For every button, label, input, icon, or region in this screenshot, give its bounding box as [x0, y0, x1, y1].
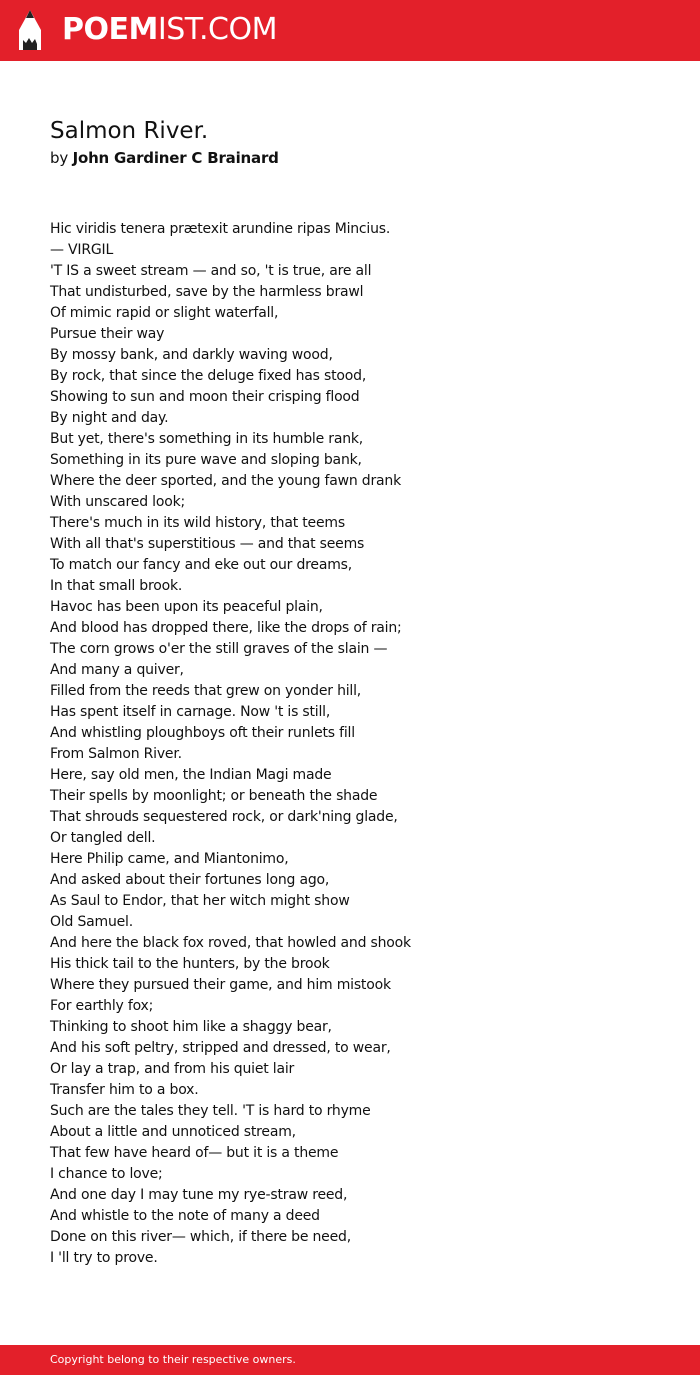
poem-line: That shrouds sequestered rock, or dark'ning glade,	[50, 809, 398, 825]
poem-byline	[50, 147, 670, 169]
site-logo[interactable]	[18, 8, 277, 52]
poem-line: And many a quiver,	[50, 662, 184, 678]
poem-line: There's much in its wild history, that teems	[50, 515, 345, 531]
poem-line: And whistle to the note of many a deed	[50, 1208, 320, 1224]
poem-body	[50, 219, 670, 1269]
poem-line: By mossy bank, and darkly waving wood,	[50, 347, 333, 363]
poem-line: As Saul to Endor, that her witch might show	[50, 893, 350, 909]
poem-line: That few have heard of— but it is a theme	[50, 1145, 339, 1161]
poem-line: Done on this river— which, if there be need,	[50, 1229, 351, 1245]
poem-line: With all that's superstitious — and that seems	[50, 536, 365, 552]
poem-line: The corn grows o'er the still graves of the slain —	[50, 641, 388, 657]
poem-line: With unscared look;	[50, 494, 185, 510]
poem-line: I chance to love;	[50, 1166, 163, 1182]
poem-title: Salmon River.	[50, 118, 209, 144]
poem-line: From Salmon River.	[50, 746, 182, 762]
poem-line: His thick tail to the hunters, by the brook	[50, 956, 330, 972]
poem-line: By night and day.	[50, 410, 169, 426]
poem-line: And asked about their fortunes long ago,	[50, 872, 330, 888]
poem-line: In that small brook.	[50, 578, 183, 594]
poem-line: Of mimic rapid or slight waterfall,	[50, 305, 279, 321]
poem-line: That undisturbed, save by the harmless brawl	[50, 284, 364, 300]
poem-line: Old Samuel.	[50, 914, 133, 930]
poem-line: By rock, that since the deluge fixed has stood,	[50, 368, 367, 384]
poem-line: Or tangled dell.	[50, 830, 156, 846]
poem-line: But yet, there's something in its humble rank,	[50, 431, 364, 447]
poem-line: Such are the tales they tell. 'T is hard to rhyme	[50, 1103, 371, 1119]
poem-line: For earthly fox;	[50, 998, 154, 1014]
poem-line: 'T IS a sweet stream — and so, 't is true, are all	[50, 263, 372, 279]
poem-line: Where the deer sported, and the young fawn drank	[50, 473, 402, 489]
poem-author: John Gardiner C Brainard	[72, 149, 279, 167]
poem-line: Their spells by moonlight; or beneath the shade	[50, 788, 378, 804]
poem-line: And here the black fox roved, that howled and shook	[50, 935, 411, 951]
poem-line: Where they pursued their game, and him mistook	[50, 977, 391, 993]
poem-line: Pursue their way	[50, 326, 165, 342]
poem-line: And whistling ploughboys oft their runlets fill	[50, 725, 355, 741]
poem-line: And his soft peltry, stripped and dressed, to wear,	[50, 1040, 391, 1056]
logo-text	[62, 8, 277, 52]
poem-line: Filled from the reeds that grew on yonder hill,	[50, 683, 362, 699]
poem-line: Transfer him to a box.	[50, 1082, 199, 1098]
logo-text-bold: POEM	[62, 12, 158, 47]
poem-line: Havoc has been upon its peaceful plain,	[50, 599, 323, 615]
poem-line: To match our fancy and eke out our dreams,	[50, 557, 352, 573]
poem-line: And blood has dropped there, like the drops of rain;	[50, 620, 402, 636]
copyright-notice: Copyright belong to their respective owners.	[50, 1353, 296, 1366]
poem-line: About a little and unnoticed stream,	[50, 1124, 296, 1140]
poem-line: — VIRGIL	[50, 242, 114, 258]
logo-text-light: IST.COM	[157, 12, 277, 47]
poem-line: Thinking to shoot him like a shaggy bear,	[50, 1019, 332, 1035]
pencil-icon	[18, 8, 42, 52]
poem-line: Hic viridis tenera prætexit arundine ripas Mincius.	[50, 221, 391, 237]
by-label: by	[50, 149, 68, 167]
poem-line: Or lay a trap, and from his quiet lair	[50, 1061, 295, 1077]
poem-line: Here, say old men, the Indian Magi made	[50, 767, 332, 783]
poem-line: Has spent itself in carnage. Now 't is still,	[50, 704, 331, 720]
poem-heading	[50, 116, 670, 169]
poem-line: Showing to sun and moon their crisping flood	[50, 389, 360, 405]
poem-line: I 'll try to prove.	[50, 1250, 158, 1266]
poem-line: Something in its pure wave and sloping bank,	[50, 452, 362, 468]
poem-line: Here Philip came, and Miantonimo,	[50, 851, 289, 867]
poem-line: And one day I may tune my rye-straw reed,	[50, 1187, 348, 1203]
site-header	[0, 0, 700, 61]
site-footer	[0, 1345, 700, 1375]
